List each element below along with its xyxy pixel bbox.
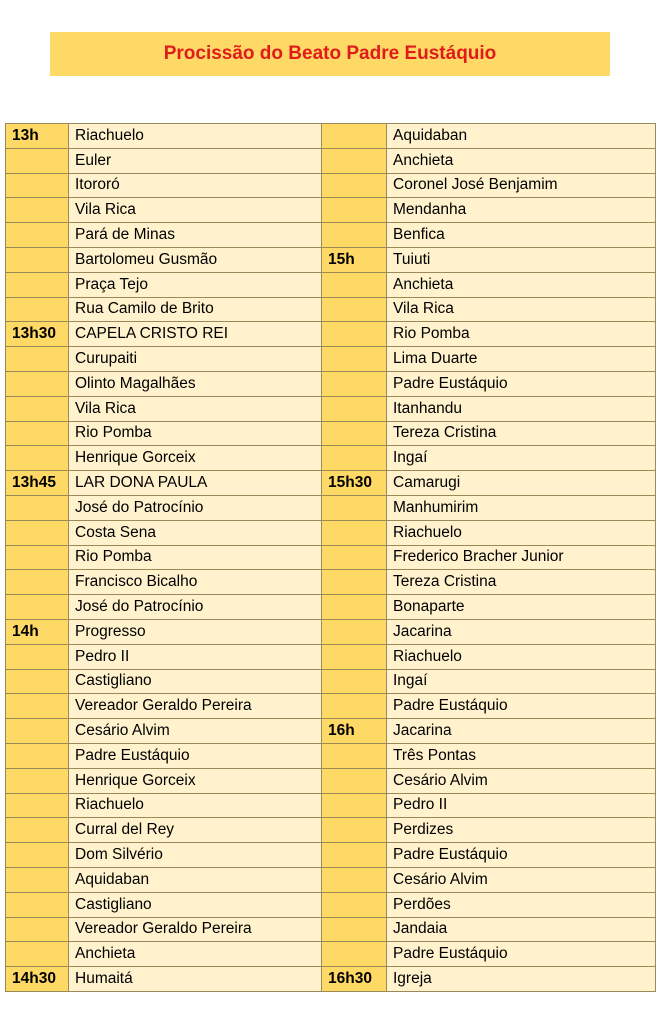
street-cell-left: Vereador Geraldo Pereira (69, 694, 322, 719)
time-cell-right (322, 396, 387, 421)
street-cell-left: Humaitá (69, 967, 322, 992)
time-cell-right (322, 173, 387, 198)
street-cell-right: Rio Pomba (387, 322, 656, 347)
time-cell-right (322, 669, 387, 694)
table-row (6, 124, 656, 149)
street-cell-left: Pará de Minas (69, 223, 322, 248)
time-cell-left (6, 247, 69, 272)
time-cell-right (322, 322, 387, 347)
time-cell-right (322, 495, 387, 520)
street-cell-left: Rua Camilo de Brito (69, 297, 322, 322)
time-cell-right (322, 198, 387, 223)
table-row (6, 495, 656, 520)
time-cell-right (322, 595, 387, 620)
time-cell-right (322, 272, 387, 297)
table-row (6, 198, 656, 223)
street-cell-left: Praça Tejo (69, 272, 322, 297)
street-cell-right: Aquidaban (387, 124, 656, 149)
street-cell-left: Anchieta (69, 942, 322, 967)
street-cell-right: Ingaí (387, 446, 656, 471)
table-row (6, 644, 656, 669)
schedule-body (6, 124, 656, 992)
time-cell-right (322, 793, 387, 818)
street-cell-right: Vila Rica (387, 297, 656, 322)
schedule-table (5, 123, 656, 992)
table-row (6, 843, 656, 868)
street-cell-left: Aquidaban (69, 867, 322, 892)
table-row (6, 669, 656, 694)
time-cell-right (322, 124, 387, 149)
street-cell-right: Manhumirim (387, 495, 656, 520)
street-cell-right: Jacarina (387, 619, 656, 644)
time-cell-left (6, 545, 69, 570)
time-cell-left: 13h (6, 124, 69, 149)
time-cell-left (6, 396, 69, 421)
table-row (6, 148, 656, 173)
street-cell-left: Vila Rica (69, 396, 322, 421)
street-cell-right: Perdões (387, 892, 656, 917)
time-cell-right: 15h30 (322, 471, 387, 496)
table-row (6, 892, 656, 917)
time-cell-left (6, 421, 69, 446)
street-cell-left: Vereador Geraldo Pereira (69, 917, 322, 942)
time-cell-right (322, 818, 387, 843)
table-row (6, 942, 656, 967)
time-cell-right (322, 942, 387, 967)
time-cell-right (322, 371, 387, 396)
street-cell-right: Padre Eustáquio (387, 843, 656, 868)
time-cell-right (322, 223, 387, 248)
street-cell-right: Frederico Bracher Junior (387, 545, 656, 570)
time-cell-left (6, 570, 69, 595)
table-row (6, 719, 656, 744)
time-cell-left (6, 148, 69, 173)
time-cell-left (6, 719, 69, 744)
time-cell-right: 15h (322, 247, 387, 272)
street-cell-right: Jandaia (387, 917, 656, 942)
time-cell-left (6, 743, 69, 768)
street-cell-left: Dom Silvério (69, 843, 322, 868)
table-row (6, 520, 656, 545)
time-cell-left (6, 173, 69, 198)
time-cell-right (322, 520, 387, 545)
street-cell-left: Olinto Magalhães (69, 371, 322, 396)
time-cell-right: 16h30 (322, 967, 387, 992)
time-cell-right (322, 570, 387, 595)
time-cell-right (322, 892, 387, 917)
time-cell-left (6, 892, 69, 917)
street-cell-left: José do Patrocínio (69, 495, 322, 520)
time-cell-right (322, 917, 387, 942)
street-cell-left: Henrique Gorceix (69, 768, 322, 793)
street-cell-right: Tereza Cristina (387, 570, 656, 595)
table-row (6, 694, 656, 719)
street-cell-right: Camarugi (387, 471, 656, 496)
street-cell-left: Costa Sena (69, 520, 322, 545)
title-banner (50, 32, 610, 76)
street-cell-right: Lima Duarte (387, 347, 656, 372)
street-cell-left: Riachuelo (69, 793, 322, 818)
time-cell-left (6, 347, 69, 372)
time-cell-right (322, 768, 387, 793)
street-cell-right: Riachuelo (387, 520, 656, 545)
time-cell-left (6, 446, 69, 471)
time-cell-left (6, 595, 69, 620)
street-cell-left: LAR DONA PAULA (69, 471, 322, 496)
time-cell-left (6, 520, 69, 545)
time-cell-left (6, 917, 69, 942)
time-cell-right (322, 347, 387, 372)
street-cell-right: Cesário Alvim (387, 768, 656, 793)
table-row (6, 173, 656, 198)
table-row (6, 247, 656, 272)
table-row (6, 471, 656, 496)
street-cell-right: Pedro II (387, 793, 656, 818)
table-row (6, 322, 656, 347)
street-cell-right: Bonaparte (387, 595, 656, 620)
street-cell-right: Cesário Alvim (387, 867, 656, 892)
street-cell-right: Anchieta (387, 148, 656, 173)
time-cell-left (6, 867, 69, 892)
street-cell-left: José do Patrocínio (69, 595, 322, 620)
table-row (6, 297, 656, 322)
time-cell-right (322, 297, 387, 322)
street-cell-right: Padre Eustáquio (387, 694, 656, 719)
street-cell-right: Três Pontas (387, 743, 656, 768)
time-cell-left (6, 843, 69, 868)
street-cell-left: Padre Eustáquio (69, 743, 322, 768)
table-row (6, 570, 656, 595)
time-cell-right: 16h (322, 719, 387, 744)
table-row (6, 619, 656, 644)
time-cell-left (6, 272, 69, 297)
table-row (6, 967, 656, 992)
time-cell-left (6, 297, 69, 322)
time-cell-left: 14h30 (6, 967, 69, 992)
street-cell-right: Jacarina (387, 719, 656, 744)
time-cell-left: 14h (6, 619, 69, 644)
table-row (6, 793, 656, 818)
street-cell-left: Henrique Gorceix (69, 446, 322, 471)
street-cell-right: Benfica (387, 223, 656, 248)
street-cell-left: Curupaiti (69, 347, 322, 372)
time-cell-left (6, 495, 69, 520)
time-cell-left (6, 793, 69, 818)
time-cell-left (6, 371, 69, 396)
table-row (6, 545, 656, 570)
street-cell-right: Padre Eustáquio (387, 942, 656, 967)
street-cell-right: Tuiuti (387, 247, 656, 272)
street-cell-right: Coronel José Benjamim (387, 173, 656, 198)
street-cell-left: Euler (69, 148, 322, 173)
time-cell-left (6, 818, 69, 843)
street-cell-right: Anchieta (387, 272, 656, 297)
time-cell-right (322, 694, 387, 719)
table-row (6, 595, 656, 620)
street-cell-left: Vila Rica (69, 198, 322, 223)
table-row (6, 446, 656, 471)
street-cell-left: CAPELA CRISTO REI (69, 322, 322, 347)
table-row (6, 272, 656, 297)
time-cell-right (322, 148, 387, 173)
table-row (6, 223, 656, 248)
time-cell-right (322, 867, 387, 892)
street-cell-right: Ingaí (387, 669, 656, 694)
street-cell-left: Progresso (69, 619, 322, 644)
time-cell-right (322, 743, 387, 768)
time-cell-right (322, 843, 387, 868)
time-cell-left (6, 694, 69, 719)
time-cell-right (322, 421, 387, 446)
street-cell-left: Curral del Rey (69, 818, 322, 843)
street-cell-left: Rio Pomba (69, 421, 322, 446)
street-cell-left: Itororó (69, 173, 322, 198)
street-cell-left: Pedro II (69, 644, 322, 669)
table-row (6, 768, 656, 793)
street-cell-right: Mendanha (387, 198, 656, 223)
table-row (6, 818, 656, 843)
street-cell-left: Castigliano (69, 669, 322, 694)
table-row (6, 347, 656, 372)
time-cell-right (322, 446, 387, 471)
street-cell-right: Tereza Cristina (387, 421, 656, 446)
table-row (6, 371, 656, 396)
street-cell-right: Igreja (387, 967, 656, 992)
time-cell-left (6, 198, 69, 223)
table-row (6, 867, 656, 892)
table-row (6, 917, 656, 942)
street-cell-right: Padre Eustáquio (387, 371, 656, 396)
street-cell-left: Bartolomeu Gusmão (69, 247, 322, 272)
page-title: Procissão do Beato Padre Eustáquio (163, 43, 497, 64)
street-cell-left: Cesário Alvim (69, 719, 322, 744)
time-cell-left (6, 644, 69, 669)
street-cell-right: Perdizes (387, 818, 656, 843)
time-cell-left (6, 223, 69, 248)
street-cell-left: Francisco Bicalho (69, 570, 322, 595)
time-cell-left: 13h30 (6, 322, 69, 347)
street-cell-right: Riachuelo (387, 644, 656, 669)
time-cell-right (322, 644, 387, 669)
street-cell-left: Rio Pomba (69, 545, 322, 570)
time-cell-right (322, 619, 387, 644)
time-cell-right (322, 545, 387, 570)
street-cell-left: Castigliano (69, 892, 322, 917)
time-cell-left: 13h45 (6, 471, 69, 496)
time-cell-left (6, 942, 69, 967)
street-cell-left: Riachuelo (69, 124, 322, 149)
table-row (6, 743, 656, 768)
street-cell-right: Itanhandu (387, 396, 656, 421)
time-cell-left (6, 768, 69, 793)
table-row (6, 421, 656, 446)
time-cell-left (6, 669, 69, 694)
table-row (6, 396, 656, 421)
